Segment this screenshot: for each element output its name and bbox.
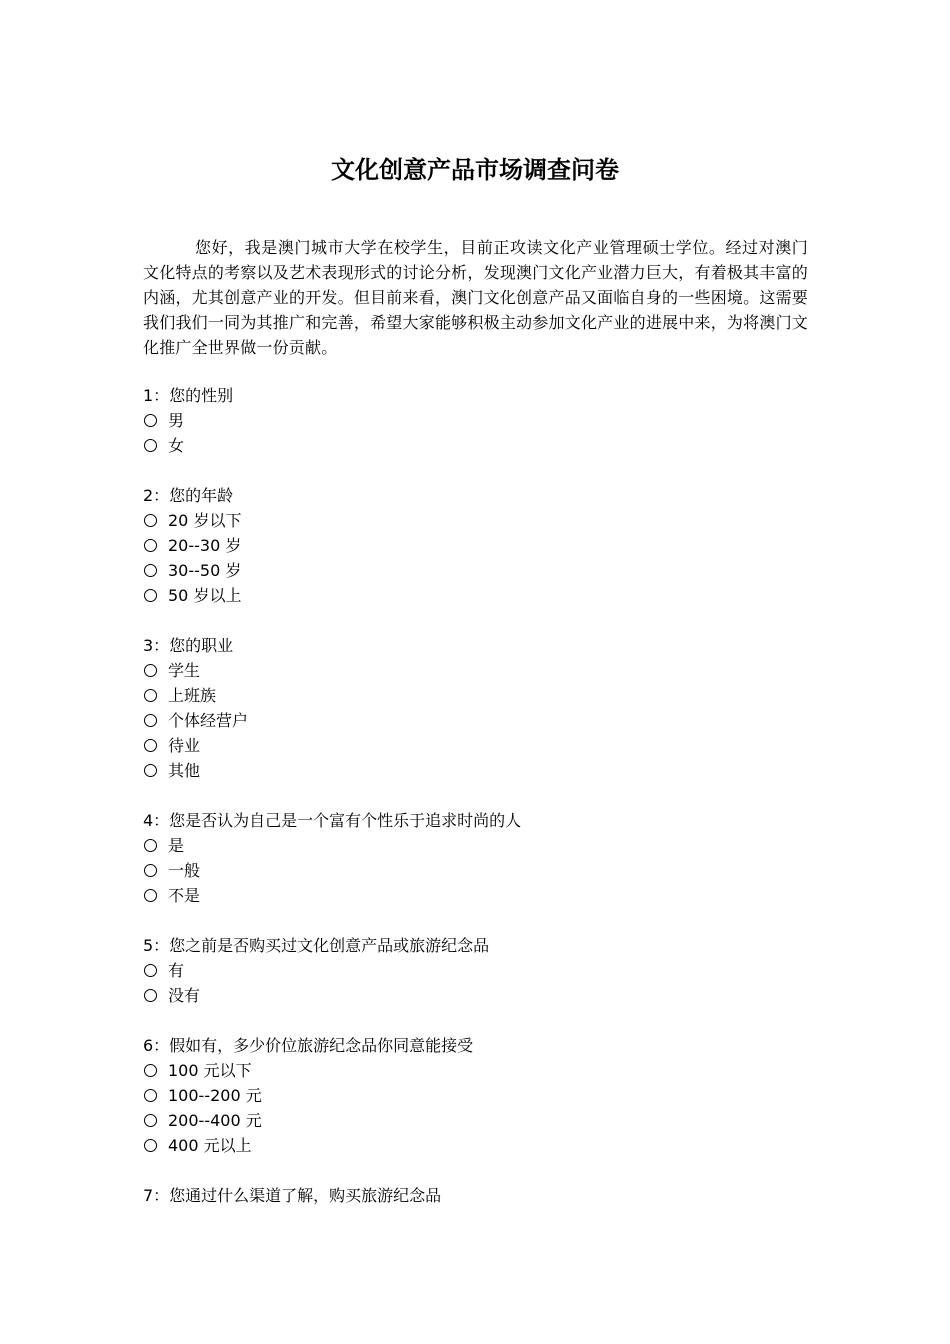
radio-circle-icon[interactable] bbox=[144, 439, 157, 452]
radio-circle-icon[interactable] bbox=[144, 414, 157, 427]
question-3 bbox=[143, 633, 808, 783]
option-label: 是 bbox=[168, 836, 185, 855]
option-female[interactable] bbox=[143, 433, 808, 458]
question-label: 7：您通过什么渠道了解，购买旅游纪念品 bbox=[143, 1186, 442, 1205]
option-over-50[interactable] bbox=[143, 583, 808, 608]
option-no[interactable] bbox=[143, 883, 808, 908]
option-other[interactable] bbox=[143, 758, 808, 783]
question-label: 4：您是否认为自己是一个富有个性乐于追求时尚的人 bbox=[143, 811, 522, 830]
radio-circle-icon[interactable] bbox=[144, 514, 157, 527]
option-label: 400 元以上 bbox=[168, 1136, 252, 1155]
radio-circle-icon[interactable] bbox=[144, 1064, 157, 1077]
option-label: 200--400 元 bbox=[168, 1111, 262, 1130]
option-label: 待业 bbox=[168, 736, 201, 755]
radio-circle-icon[interactable] bbox=[144, 589, 157, 602]
option-label: 上班族 bbox=[168, 686, 217, 705]
option-20-30[interactable] bbox=[143, 533, 808, 558]
question-label: 1：您的性别 bbox=[143, 386, 234, 405]
option-yes[interactable] bbox=[143, 833, 808, 858]
question-1 bbox=[143, 383, 808, 458]
option-self-employed[interactable] bbox=[143, 708, 808, 733]
question-label: 2：您的年龄 bbox=[143, 486, 234, 505]
question-6 bbox=[143, 1033, 808, 1158]
option-male[interactable] bbox=[143, 408, 808, 433]
option-have-not[interactable] bbox=[143, 983, 808, 1008]
radio-circle-icon[interactable] bbox=[144, 889, 157, 902]
option-label: 50 岁以上 bbox=[168, 586, 242, 605]
question-label: 3：您的职业 bbox=[143, 636, 234, 655]
question-7 bbox=[143, 1183, 808, 1208]
radio-circle-icon[interactable] bbox=[144, 1089, 157, 1102]
radio-circle-icon[interactable] bbox=[144, 739, 157, 752]
radio-circle-icon[interactable] bbox=[144, 989, 157, 1002]
intro-paragraph: 您好，我是澳门城市大学在校学生，目前正攻读文化产业管理硕士学位。经过对澳门文化特点的考察以及艺术表现形式的讨论分析，发现澳门文化产业潜力巨大，有着极其丰富的内涵，尤其创意产业的开发。但目前来看，澳门文化创意产品又面临自身的一些困境。这需要我们我们一同为其推广和完善，希望大家能够积极主动参加文化产业的进展中来，为将澳门文化推广全世界做一份贡献。 bbox=[143, 238, 808, 357]
radio-circle-icon[interactable] bbox=[144, 539, 157, 552]
option-label: 有 bbox=[168, 961, 185, 980]
option-student[interactable] bbox=[143, 658, 808, 683]
radio-circle-icon[interactable] bbox=[144, 839, 157, 852]
radio-circle-icon[interactable] bbox=[144, 689, 157, 702]
radio-circle-icon[interactable] bbox=[144, 564, 157, 577]
option-label: 20 岁以下 bbox=[168, 511, 242, 530]
radio-circle-icon[interactable] bbox=[144, 864, 157, 877]
option-label: 一般 bbox=[168, 861, 201, 880]
option-label: 100--200 元 bbox=[168, 1086, 262, 1105]
option-label: 学生 bbox=[168, 661, 201, 680]
option-label: 20--30 岁 bbox=[168, 536, 242, 555]
option-label: 30--50 岁 bbox=[168, 561, 242, 580]
radio-circle-icon[interactable] bbox=[144, 964, 157, 977]
option-average[interactable] bbox=[143, 858, 808, 883]
option-label: 女 bbox=[168, 436, 185, 455]
option-have[interactable] bbox=[143, 958, 808, 983]
option-label: 没有 bbox=[168, 986, 201, 1005]
option-office-worker[interactable] bbox=[143, 683, 808, 708]
question-label: 6：假如有，多少价位旅游纪念品你同意能接受 bbox=[143, 1036, 474, 1055]
option-label: 其他 bbox=[168, 761, 201, 780]
radio-circle-icon[interactable] bbox=[144, 714, 157, 727]
option-unemployed[interactable] bbox=[143, 733, 808, 758]
page-title: 文化创意产品市场调查问卷 bbox=[331, 155, 619, 184]
option-over-400[interactable] bbox=[143, 1133, 808, 1158]
option-label: 不是 bbox=[168, 886, 201, 905]
question-list bbox=[143, 383, 808, 1233]
question-5 bbox=[143, 933, 808, 1008]
option-label: 男 bbox=[168, 411, 185, 430]
option-label: 100 元以下 bbox=[168, 1061, 252, 1080]
option-label: 个体经营户 bbox=[168, 711, 249, 730]
radio-circle-icon[interactable] bbox=[144, 764, 157, 777]
question-2 bbox=[143, 483, 808, 608]
option-under-20[interactable] bbox=[143, 508, 808, 533]
question-label: 5：您之前是否购买过文化创意产品或旅游纪念品 bbox=[143, 936, 490, 955]
option-30-50[interactable] bbox=[143, 558, 808, 583]
radio-circle-icon[interactable] bbox=[144, 1139, 157, 1152]
question-4 bbox=[143, 808, 808, 908]
option-100-200[interactable] bbox=[143, 1083, 808, 1108]
radio-circle-icon[interactable] bbox=[144, 664, 157, 677]
option-200-400[interactable] bbox=[143, 1108, 808, 1133]
radio-circle-icon[interactable] bbox=[144, 1114, 157, 1127]
option-under-100[interactable] bbox=[143, 1058, 808, 1083]
